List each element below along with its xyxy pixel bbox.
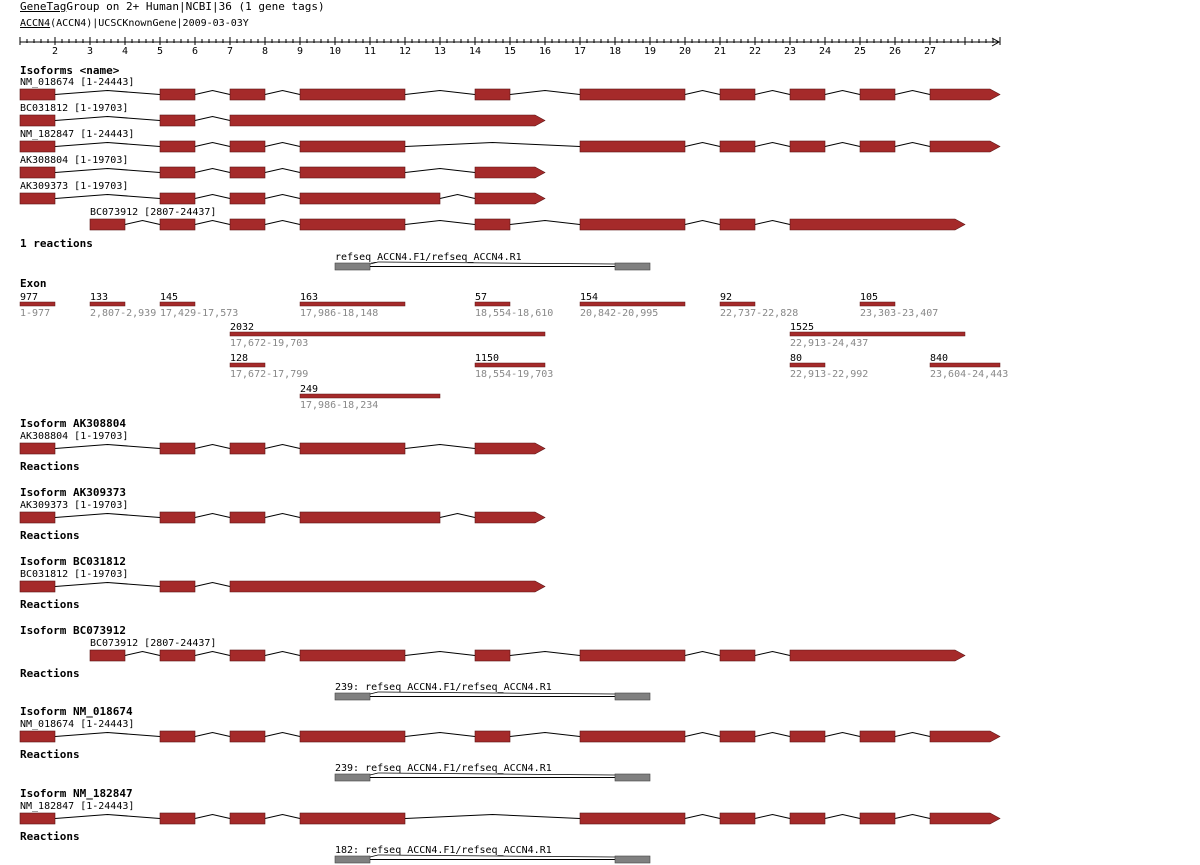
- isoform-intron-line: [755, 91, 790, 95]
- isoform-exon: [160, 219, 195, 230]
- isoform-detail-intron-line: [195, 445, 230, 449]
- isoform-detail-exon: [230, 650, 265, 661]
- isoform-exon: [300, 193, 440, 204]
- isoform-detail-intron-line: [265, 445, 300, 449]
- page-title-rest: Group on 2+ Human|NCBI|36 (1 gene tags): [66, 0, 325, 13]
- isoform-detail-intron-line: [685, 815, 720, 819]
- isoform-exon: [160, 193, 195, 204]
- ruler-tick-label: 26: [889, 46, 902, 57]
- isoform-intron-line: [510, 91, 580, 95]
- exon-size: 80: [790, 353, 803, 364]
- isoform-detail-label: AK309373 [1-19703]: [20, 500, 129, 511]
- isoform-intron-line: [755, 143, 790, 147]
- isoform-detail-exon: [20, 581, 55, 592]
- exon-range: 2,807-2,939: [90, 308, 157, 319]
- exon-size: 2032: [230, 322, 255, 333]
- isoform-intron-line: [195, 143, 230, 147]
- isoform-detail-title: Isoform BC073912: [20, 624, 126, 637]
- exon-size: 163: [300, 292, 319, 303]
- isoform-detail-intron-line: [55, 583, 160, 587]
- ruler-tick-label: 27: [924, 46, 937, 57]
- isoform-detail-exon: [580, 731, 685, 742]
- isoform-intron-line: [405, 221, 475, 225]
- isoform-detail-label: BC073912 [2807-24437]: [90, 638, 217, 649]
- ruler-tick-label: 18: [609, 46, 622, 57]
- ruler-tick-label: 6: [192, 46, 199, 57]
- isoform-intron-line: [895, 143, 930, 147]
- isoform-exon: [160, 89, 195, 100]
- isoform-detail-intron-line: [405, 733, 475, 737]
- isoform-detail-label: AK308804 [1-19703]: [20, 431, 129, 442]
- isoform-reaction-label: 239: refseq_ACCN4.F1/refseq_ACCN4.R1: [335, 763, 552, 774]
- isoform-reaction-primer-forward: [335, 774, 370, 781]
- exon-range: 17,429-17,573: [160, 308, 239, 319]
- isoform-exon-arrow: [475, 167, 545, 178]
- isoform-exon: [20, 167, 55, 178]
- isoform-detail-exon: [860, 731, 895, 742]
- reactions-label: Reactions: [20, 598, 80, 611]
- isoform-detail-exon: [300, 650, 405, 661]
- ruler-tick-label: 2: [52, 46, 59, 57]
- isoform-detail-exon: [160, 650, 195, 661]
- isoform-intron-line: [125, 221, 160, 225]
- isoform-detail-title: Isoform NM_182847: [20, 787, 133, 800]
- isoform-detail-exon: [160, 813, 195, 824]
- reactions-label: Reactions: [20, 460, 80, 473]
- isoform-detail-title: Isoform BC031812: [20, 555, 126, 568]
- isoform-detail-exon: [580, 813, 685, 824]
- isoform-label: AK309373 [1-19703]: [20, 181, 129, 192]
- ruler-tick-label: 15: [504, 46, 517, 57]
- isoform-detail-intron-line: [405, 815, 580, 819]
- isoform-intron-line: [265, 169, 300, 173]
- isoform-intron-line: [440, 195, 475, 199]
- isoform-detail-intron-line: [755, 733, 790, 737]
- isoform-intron-line: [195, 91, 230, 95]
- isoform-exon-arrow: [790, 219, 965, 230]
- ruler-tick-label: 20: [679, 46, 692, 57]
- isoform-exon: [300, 167, 405, 178]
- isoform-exon-arrow: [230, 115, 545, 126]
- isoform-detail-exon: [160, 512, 195, 523]
- isoform-exon: [230, 141, 265, 152]
- ruler-tick-label: 13: [434, 46, 447, 57]
- isoform-intron-line: [405, 91, 475, 95]
- isoform-detail-exon-arrow: [475, 512, 545, 523]
- isoform-intron-line: [195, 221, 230, 225]
- exon-bar: [300, 394, 440, 398]
- ruler-tick-label: 22: [749, 46, 762, 57]
- isoform-exon: [860, 89, 895, 100]
- isoform-exon: [20, 141, 55, 152]
- isoform-exon: [230, 193, 265, 204]
- isoform-intron-line: [55, 91, 160, 95]
- isoform-intron-line: [685, 91, 720, 95]
- isoform-detail-intron-line: [825, 733, 860, 737]
- isoform-detail-intron-line: [405, 652, 475, 656]
- exon-size: 1525: [790, 322, 815, 333]
- isoform-intron-line: [265, 221, 300, 225]
- isoform-reaction-primer-reverse: [615, 856, 650, 863]
- exon-bar: [790, 332, 965, 336]
- isoform-detail-exon: [20, 731, 55, 742]
- isoform-detail-intron-line: [510, 733, 580, 737]
- ruler-tick-label: 4: [122, 46, 129, 57]
- reaction-primer-forward: [335, 263, 370, 270]
- ruler-tick-label: 9: [297, 46, 304, 57]
- isoform-intron-line: [825, 91, 860, 95]
- isoform-intron-line: [55, 143, 160, 147]
- isoform-intron-line: [55, 195, 160, 199]
- exon-range: 22,737-22,828: [720, 308, 799, 319]
- ruler-tick-label: 10: [329, 46, 342, 57]
- reaction-label: refseq_ACCN4.F1/refseq_ACCN4.R1: [335, 252, 522, 263]
- exon-size: 249: [300, 384, 319, 395]
- isoform-intron-line: [685, 143, 720, 147]
- isoform-detail-label: NM_182847 [1-24443]: [20, 801, 135, 812]
- isoform-reaction-label: 182: refseq_ACCN4.F1/refseq_ACCN4.R1: [335, 845, 552, 856]
- isoform-detail-intron-line: [55, 445, 160, 449]
- isoform-detail-intron-line: [195, 514, 230, 518]
- isoform-detail-exon: [720, 813, 755, 824]
- reactions-label: Reactions: [20, 667, 80, 680]
- isoform-detail-intron-line: [405, 445, 475, 449]
- isoform-detail-intron-line: [195, 733, 230, 737]
- isoform-exon: [160, 167, 195, 178]
- isoform-exon: [790, 89, 825, 100]
- exon-size: 105: [860, 292, 879, 303]
- isoform-detail-exon: [230, 512, 265, 523]
- isoform-detail-intron-line: [195, 652, 230, 656]
- exon-bar: [230, 332, 545, 336]
- reactions-label: Reactions: [20, 830, 80, 843]
- isoform-detail-exon-arrow: [930, 813, 1000, 824]
- isoform-detail-exon: [90, 650, 125, 661]
- exon-range: 1-977: [20, 308, 51, 319]
- isoform-detail-intron-line: [265, 733, 300, 737]
- isoform-detail-label: BC031812 [1-19703]: [20, 569, 129, 580]
- ruler-tick-label: 21: [714, 46, 727, 57]
- isoform-exon: [580, 219, 685, 230]
- exon-range: 18,554-18,610: [475, 308, 554, 319]
- exon-size: 92: [720, 292, 733, 303]
- ruler-tick-label: 12: [399, 46, 412, 57]
- ruler-tick-label: 17: [574, 46, 587, 57]
- isoform-intron-line: [265, 91, 300, 95]
- isoform-detail-exon: [790, 813, 825, 824]
- isoform-detail-exon: [860, 813, 895, 824]
- isoform-detail-exon: [230, 731, 265, 742]
- exon-size: 1150: [475, 353, 500, 364]
- isoform-detail-intron-line: [265, 652, 300, 656]
- isoform-detail-exon: [20, 443, 55, 454]
- exon-range: 22,913-24,437: [790, 338, 869, 349]
- isoform-intron-line: [510, 221, 580, 225]
- exon-heading: Exon: [20, 277, 47, 290]
- isoform-intron-line: [195, 169, 230, 173]
- isoform-exon: [790, 141, 825, 152]
- isoform-exon: [20, 115, 55, 126]
- isoform-reaction-primer-forward: [335, 856, 370, 863]
- isoform-label: BC031812 [1-19703]: [20, 103, 129, 114]
- isoform-detail-exon: [300, 813, 405, 824]
- isoform-exon: [475, 89, 510, 100]
- isoform-detail-intron-line: [125, 652, 160, 656]
- isoform-exon: [300, 141, 405, 152]
- isoform-detail-intron-line: [825, 815, 860, 819]
- ruler-tick-label: 8: [262, 46, 269, 57]
- ruler-tick-label: 14: [469, 46, 482, 57]
- isoform-detail-exon: [300, 443, 405, 454]
- isoform-detail-intron-line: [55, 514, 160, 518]
- isoform-intron-line: [265, 143, 300, 147]
- isoform-detail-exon: [720, 731, 755, 742]
- isoform-detail-exon: [720, 650, 755, 661]
- reactions-heading: 1 reactions: [20, 237, 93, 250]
- isoform-detail-exon: [160, 443, 195, 454]
- isoform-detail-intron-line: [265, 514, 300, 518]
- isoform-exon: [160, 141, 195, 152]
- reaction-primer-reverse: [615, 263, 650, 270]
- isoform-intron-line: [895, 91, 930, 95]
- isoform-intron-line: [405, 169, 475, 173]
- isoform-detail-exon: [300, 731, 405, 742]
- isoform-detail-exon: [20, 813, 55, 824]
- isoform-label: AK308804 [1-19703]: [20, 155, 129, 166]
- isoform-detail-intron-line: [55, 733, 160, 737]
- isoform-detail-intron-line: [755, 652, 790, 656]
- isoform-exon: [300, 89, 405, 100]
- exon-size: 128: [230, 353, 249, 364]
- isoform-detail-exon: [230, 443, 265, 454]
- isoform-exon: [20, 89, 55, 100]
- reactions-label: Reactions: [20, 748, 80, 761]
- isoform-detail-exon-arrow: [230, 581, 545, 592]
- isoform-detail-exon: [580, 650, 685, 661]
- exon-size: 840: [930, 353, 949, 364]
- exon-range: 17,986-18,234: [300, 400, 379, 411]
- isoform-detail-intron-line: [895, 815, 930, 819]
- isoform-detail-title: Isoform AK309373: [20, 486, 126, 499]
- isoform-reaction-primer-reverse: [615, 774, 650, 781]
- gene-link[interactable]: ACCN4: [20, 18, 51, 29]
- isoform-detail-exon: [230, 813, 265, 824]
- isoform-detail-exon: [20, 512, 55, 523]
- isoform-detail-intron-line: [755, 815, 790, 819]
- ruler-tick-label: 25: [854, 46, 867, 57]
- isoform-label: NM_018674 [1-24443]: [20, 77, 135, 88]
- isoform-exon: [230, 219, 265, 230]
- reactions-label: Reactions: [20, 529, 80, 542]
- isoform-exon: [160, 115, 195, 126]
- gene-marker: Y: [242, 18, 249, 29]
- exon-range: 20,842-20,995: [580, 308, 659, 319]
- isoform-detail-label: NM_018674 [1-24443]: [20, 719, 135, 730]
- isoform-detail-intron-line: [195, 815, 230, 819]
- isoform-exon: [20, 193, 55, 204]
- exon-range: 18,554-19,703: [475, 369, 554, 380]
- isoform-detail-exon: [160, 731, 195, 742]
- exon-range: 17,672-17,799: [230, 369, 309, 380]
- ruler-tick-label: 5: [157, 46, 164, 57]
- ruler-tick-label: 11: [364, 46, 377, 57]
- exon-size: 145: [160, 292, 179, 303]
- isoform-intron-line: [405, 143, 580, 147]
- ruler-tick-label: 7: [227, 46, 234, 57]
- isoform-detail-title: Isoform NM_018674: [20, 705, 133, 718]
- exon-size: 133: [90, 292, 109, 303]
- isoform-label: NM_182847 [1-24443]: [20, 129, 135, 140]
- exon-size: 154: [580, 292, 599, 303]
- gene-title-rest: (ACCN4)|UCSCKnownGene|2009-03-03: [50, 18, 243, 29]
- isoform-detail-exon-arrow: [790, 650, 965, 661]
- ruler-tick-label: 19: [644, 46, 657, 57]
- isoform-reaction-primer-forward: [335, 693, 370, 700]
- ruler-tick-label: 16: [539, 46, 552, 57]
- ruler-tick-label: 23: [784, 46, 797, 57]
- isoform-exon: [300, 219, 405, 230]
- isoform-exon: [230, 167, 265, 178]
- isoform-intron-line: [825, 143, 860, 147]
- isoform-exon-arrow: [475, 193, 545, 204]
- genetag-link[interactable]: GeneTag: [20, 0, 67, 13]
- isoform-detail-intron-line: [510, 652, 580, 656]
- isoform-reaction-label: 239: refseq_ACCN4.F1/refseq_ACCN4.R1: [335, 682, 552, 693]
- isoform-detail-intron-line: [265, 815, 300, 819]
- isoform-detail-exon: [160, 581, 195, 592]
- isoform-intron-line: [195, 117, 230, 121]
- isoform-intron-line: [55, 169, 160, 173]
- isoform-detail-exon-arrow: [475, 443, 545, 454]
- exon-size: 57: [475, 292, 488, 303]
- isoform-exon: [580, 141, 685, 152]
- isoform-exon-arrow: [930, 141, 1000, 152]
- exon-range: 23,604-24,443: [930, 369, 1009, 380]
- exon-range: 23,303-23,407: [860, 308, 939, 319]
- isoform-reaction-primer-reverse: [615, 693, 650, 700]
- isoform-detail-exon-arrow: [930, 731, 1000, 742]
- isoform-detail-title: Isoform AK308804: [20, 417, 126, 430]
- isoform-detail-exon: [790, 731, 825, 742]
- isoform-exon: [580, 89, 685, 100]
- exon-size: 977: [20, 292, 39, 303]
- ruler-tick-label: 24: [819, 46, 832, 57]
- exon-range: 17,986-18,148: [300, 308, 379, 319]
- isoform-detail-intron-line: [440, 514, 475, 518]
- isoform-exon: [720, 141, 755, 152]
- isoform-intron-line: [55, 117, 160, 121]
- isoform-exon-arrow: [930, 89, 1000, 100]
- isoforms-heading: Isoforms <name>: [20, 64, 120, 77]
- ruler-tick-label: 3: [87, 46, 94, 57]
- isoform-exon: [230, 89, 265, 100]
- isoform-detail-exon: [475, 731, 510, 742]
- isoform-detail-intron-line: [895, 733, 930, 737]
- isoform-label: BC073912 [2807-24437]: [90, 207, 217, 218]
- isoform-detail-intron-line: [55, 815, 160, 819]
- isoform-detail-intron-line: [685, 652, 720, 656]
- isoform-detail-intron-line: [685, 733, 720, 737]
- isoform-intron-line: [265, 195, 300, 199]
- isoform-intron-line: [755, 221, 790, 225]
- isoform-exon: [475, 219, 510, 230]
- isoform-intron-line: [685, 221, 720, 225]
- isoform-exon: [860, 141, 895, 152]
- exon-range: 22,913-22,992: [790, 369, 869, 380]
- isoform-intron-line: [195, 195, 230, 199]
- isoform-detail-intron-line: [195, 583, 230, 587]
- isoform-detail-exon: [475, 650, 510, 661]
- isoform-exon: [720, 219, 755, 230]
- isoform-exon: [720, 89, 755, 100]
- exon-range: 17,672-19,703: [230, 338, 309, 349]
- isoform-detail-exon: [300, 512, 440, 523]
- isoform-exon: [90, 219, 125, 230]
